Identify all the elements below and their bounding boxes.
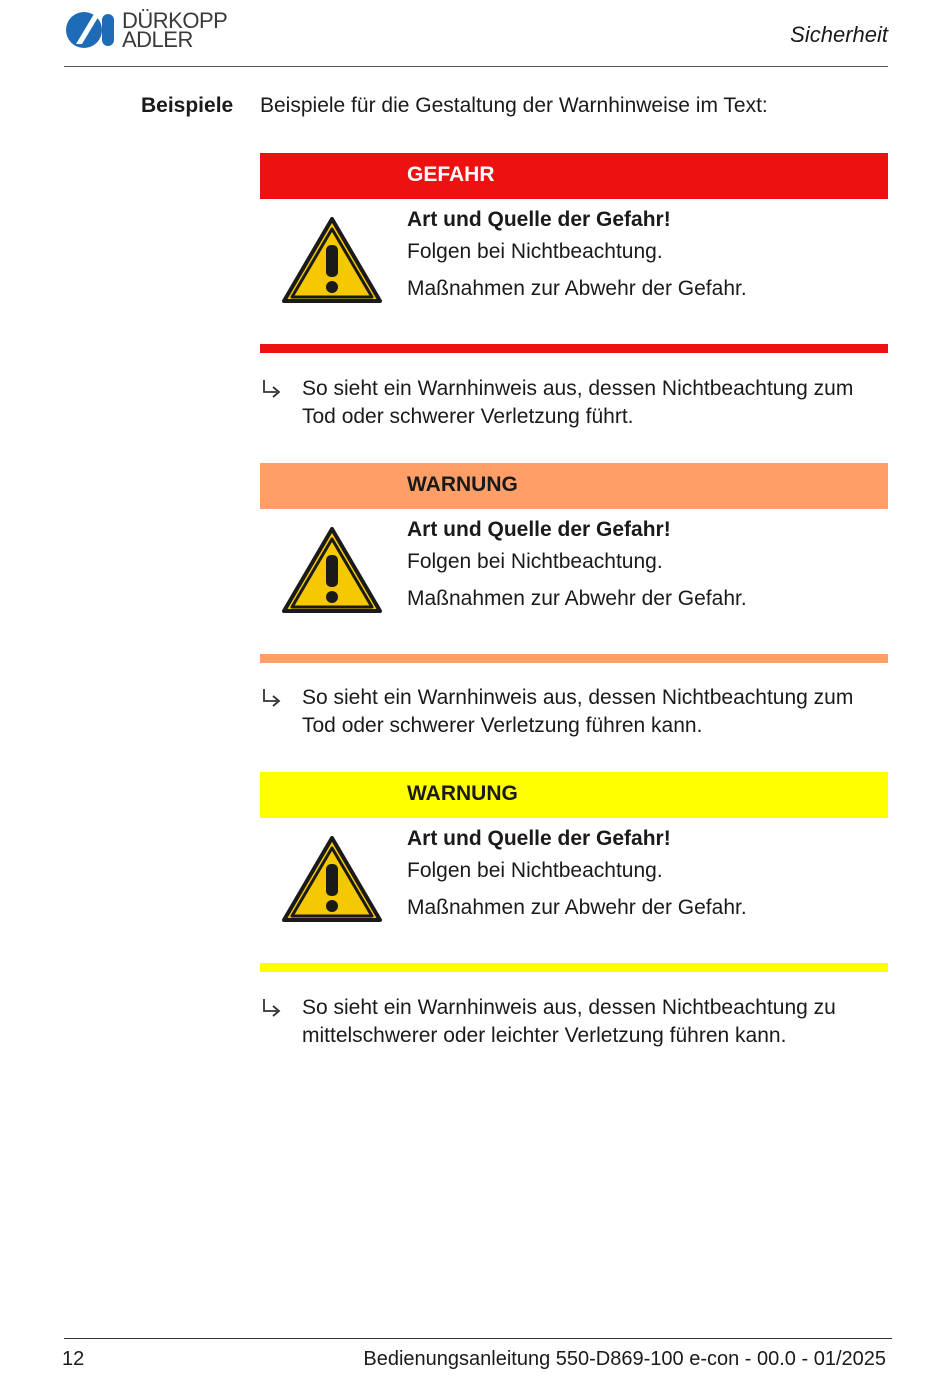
explanation-text: So sieht ein Warnhinweis aus, dessen Nichtbeachtung zum Tod oder schwerer Verletzung führt. <box>302 377 854 428</box>
notice-body <box>260 199 888 344</box>
notice-title: Art und Quelle der Gefahr! <box>407 518 671 541</box>
warning-triangle-icon <box>280 834 384 926</box>
examples-intro: Beispiele für die Gestaltung der Warnhinweise im Text: <box>260 94 768 117</box>
brand-logo <box>64 8 227 52</box>
explanation-text: So sieht ein Warnhinweis aus, dessen Nichtbeachtung zu mittelschwerer oder leichter Verletzung führen kann. <box>302 996 836 1047</box>
examples-label: Beispiele <box>141 94 234 117</box>
result-arrow-icon <box>260 994 286 1022</box>
notice-consequence: Folgen bei Nichtbeachtung. <box>407 240 663 263</box>
result-arrow-icon <box>260 684 286 712</box>
notice-title: Art und Quelle der Gefahr! <box>407 208 671 231</box>
caution-notice-box <box>260 772 888 963</box>
notice-body <box>260 818 888 963</box>
brand-name <box>122 8 228 52</box>
signal-word: GEFAHR <box>407 163 495 186</box>
notice-consequence: Folgen bei Nichtbeachtung. <box>407 859 663 882</box>
warning-triangle-icon <box>280 215 384 307</box>
notice-consequence: Folgen bei Nichtbeachtung. <box>407 550 663 573</box>
caution-bottom-bar <box>260 963 888 972</box>
caution-header-bar <box>260 772 888 818</box>
page-number: 12 <box>62 1348 85 1370</box>
notice-measures: Maßnahmen zur Abwehr der Gefahr. <box>407 277 747 300</box>
danger-bottom-bar <box>260 344 888 353</box>
section-title: Sicherheit <box>790 22 888 47</box>
document-reference: Bedienungsanleitung 550-D869-100 e-con - 00.0 - 01/2025 <box>363 1348 886 1370</box>
danger-notice-box <box>260 153 888 344</box>
result-arrow-icon <box>260 375 286 403</box>
header-divider <box>64 66 888 67</box>
brand-line-2: ADLER <box>122 27 193 52</box>
signal-word: WARNUNG <box>407 473 518 496</box>
notice-measures: Maßnahmen zur Abwehr der Gefahr. <box>407 587 747 610</box>
duerkopp-adler-logo-icon <box>64 10 116 50</box>
warning-triangle-icon <box>280 525 384 617</box>
warning-notice-box <box>260 463 888 654</box>
notice-body <box>260 509 888 654</box>
notice-measures: Maßnahmen zur Abwehr der Gefahr. <box>407 896 747 919</box>
footer-divider <box>64 1338 892 1339</box>
signal-word: WARNUNG <box>407 782 518 805</box>
explanation-text: So sieht ein Warnhinweis aus, dessen Nichtbeachtung zum Tod oder schwerer Verletzung führen kann. <box>302 686 854 737</box>
notice-title: Art und Quelle der Gefahr! <box>407 827 671 850</box>
warning-header-bar <box>260 463 888 509</box>
brand-line-1: DÜRKOPP <box>122 8 228 33</box>
warning-bottom-bar <box>260 654 888 663</box>
danger-header-bar <box>260 153 888 199</box>
